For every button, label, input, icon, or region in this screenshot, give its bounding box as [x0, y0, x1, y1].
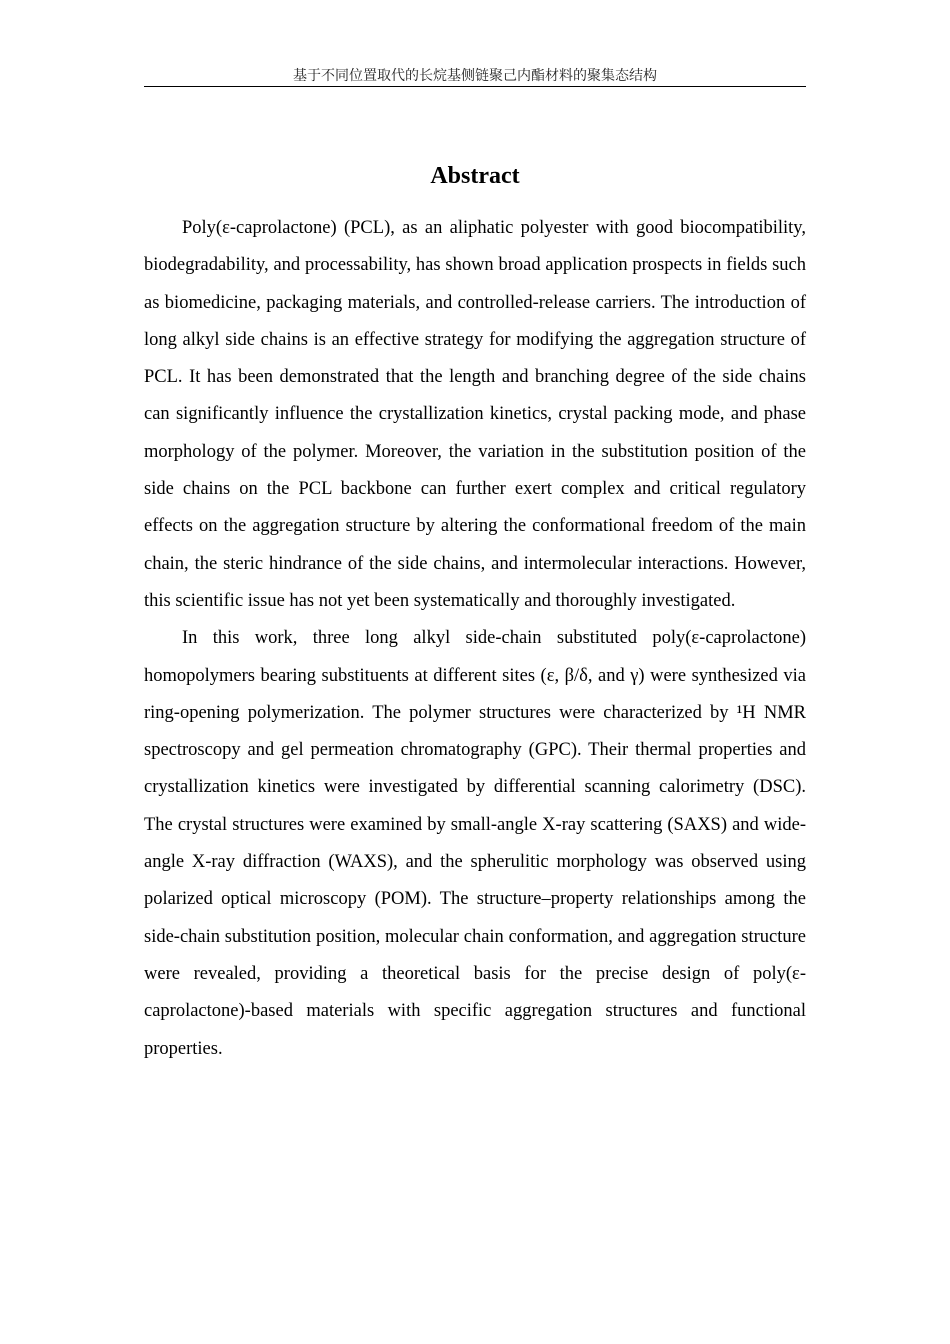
abstract-body: [144, 210, 806, 1068]
abstract-paragraph-2: In this work, three long alkyl side-chain substituted poly(ε-caprolactone) homopolymers bearing substituents at different sites (ε, β/δ, and γ) were synthesized via ring-opening polymerization. The polymer structures were characterized by ¹H NMR spectroscopy and gel permeation chromatography (GPC). Their thermal properties and crystallization kinetics were investigated by differential scanning calorimetry (DSC). The crystal structures were examined by small-angle X-ray scattering (SAXS) and wide-angle X-ray diffraction (WAXS), and the spherulitic morphology was observed using polarized optical microscopy (POM). The structure–property relationships among the side-chain substitution position, molecular chain conformation, and aggregation structure were revealed, providing a theoretical basis for the precise design of poly(ε-caprolactone)-based materials with specific aggregation structures and functional properties.: [144, 628, 806, 1059]
abstract-paragraph-1: Poly(ε-caprolactone) (PCL), as an aliphatic polyester with good biocompatibility, biodegradability, and processability, has shown broad application prospects in fields such as biomedicine, packaging materials, and controlled-release carriers. The introduction of long alkyl side chains is an effective strategy for modifying the aggregation structure of PCL. It has been demonstrated that the length and branching degree of the side chains can significantly influence the crystallization kinetics, crystal packing mode, and phase morphology of the polymer. Moreover, the variation in the substitution position of the side chains on the PCL backbone can further exert complex and critical regulatory effects on the aggregation structure by altering the conformational freedom of the main chain, the steric hindrance of the side chains, and intermolecular interactions. However, this scientific issue has not yet been systematically and thoroughly investigated.: [144, 218, 806, 611]
running-header: 基于不同位置取代的长烷基侧链聚己内酯材料的聚集态结构: [144, 66, 806, 87]
abstract-heading: Abstract: [430, 163, 520, 189]
